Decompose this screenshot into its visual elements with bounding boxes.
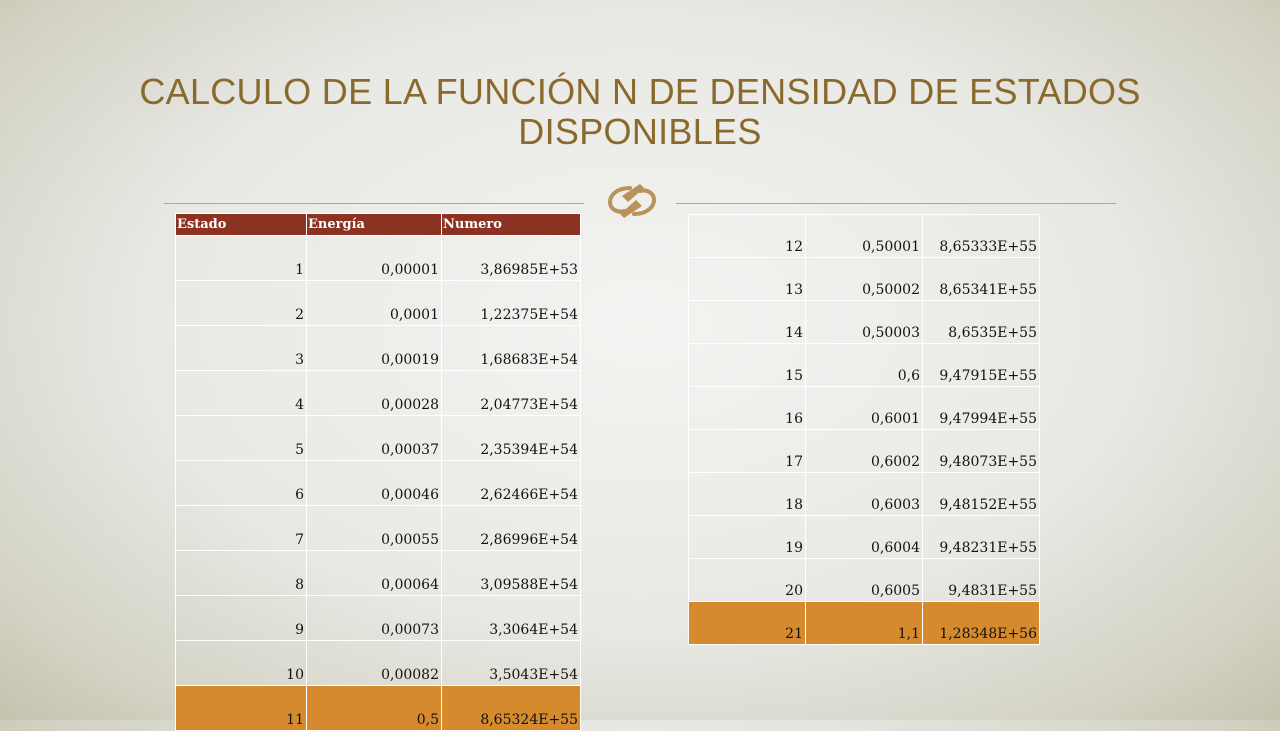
table-row [689, 473, 1040, 516]
cell-numero: 3,5043E+54 [442, 641, 581, 686]
table-row [176, 326, 581, 371]
table-states-right [688, 214, 1040, 645]
cell-numero: 2,86996E+54 [442, 506, 581, 551]
table-row [176, 236, 581, 281]
cell-estado: 11 [176, 686, 307, 731]
cell-energia: 0,00037 [307, 416, 442, 461]
title-divider-left [164, 203, 584, 204]
cell-estado: 19 [689, 516, 806, 559]
cell-estado: 13 [689, 258, 806, 301]
cell-energia: 0,6001 [806, 387, 923, 430]
table-row [689, 344, 1040, 387]
cell-energia: 0,50001 [806, 215, 923, 258]
cell-energia: 0,50002 [806, 258, 923, 301]
cell-energia: 0,6004 [806, 516, 923, 559]
table-header-row [176, 214, 581, 236]
cell-numero: 9,4831E+55 [923, 559, 1040, 602]
cell-numero: 8,6535E+55 [923, 301, 1040, 344]
cell-energia: 0,00046 [307, 461, 442, 506]
cell-estado: 9 [176, 596, 307, 641]
cell-estado: 16 [689, 387, 806, 430]
table-row [689, 516, 1040, 559]
table-row [176, 641, 581, 686]
header-numero: Numero [442, 214, 581, 236]
cell-estado: 21 [689, 602, 806, 645]
cell-estado: 20 [689, 559, 806, 602]
cell-energia: 0,00082 [307, 641, 442, 686]
table-row [176, 596, 581, 641]
title-divider-right [676, 203, 1116, 204]
table-row [176, 281, 581, 326]
cell-energia: 0,00028 [307, 371, 442, 416]
cell-numero: 1,68683E+54 [442, 326, 581, 371]
cell-energia: 0,0001 [307, 281, 442, 326]
cell-energia: 0,00001 [307, 236, 442, 281]
table-row [176, 461, 581, 506]
cell-estado: 4 [176, 371, 307, 416]
cell-energia: 0,6003 [806, 473, 923, 516]
table-row [689, 430, 1040, 473]
table-row [176, 686, 581, 731]
cell-numero: 1,22375E+54 [442, 281, 581, 326]
cell-energia: 1,1 [806, 602, 923, 645]
slide-title: CALCULO DE LA FUNCIÓN N DE DENSIDAD DE ESTADOS DISPONIBLES [139, 71, 1141, 152]
cell-estado: 8 [176, 551, 307, 596]
cell-estado: 14 [689, 301, 806, 344]
cell-energia: 0,6005 [806, 559, 923, 602]
cell-numero: 3,09588E+54 [442, 551, 581, 596]
table-states-left [175, 213, 581, 731]
table-row [689, 559, 1040, 602]
table-row [176, 416, 581, 461]
cell-energia: 0,00019 [307, 326, 442, 371]
cell-estado: 6 [176, 461, 307, 506]
cell-energia: 0,00064 [307, 551, 442, 596]
cell-numero: 2,62466E+54 [442, 461, 581, 506]
table-row [176, 506, 581, 551]
cell-numero: 2,35394E+54 [442, 416, 581, 461]
cell-estado: 1 [176, 236, 307, 281]
cell-energia: 0,00073 [307, 596, 442, 641]
cell-energia: 0,5 [307, 686, 442, 731]
table-row [689, 258, 1040, 301]
table-row [689, 602, 1040, 645]
cell-estado: 18 [689, 473, 806, 516]
cell-estado: 5 [176, 416, 307, 461]
cell-energia: 0,50003 [806, 301, 923, 344]
cell-numero: 3,86985E+53 [442, 236, 581, 281]
cell-energia: 0,6002 [806, 430, 923, 473]
table-row [176, 551, 581, 596]
cell-energia: 0,00055 [307, 506, 442, 551]
cell-numero: 9,47915E+55 [923, 344, 1040, 387]
cell-numero: 8,65333E+55 [923, 215, 1040, 258]
cell-numero: 3,3064E+54 [442, 596, 581, 641]
cell-estado: 10 [176, 641, 307, 686]
cell-numero: 2,04773E+54 [442, 371, 581, 416]
table-row [176, 371, 581, 416]
header-estado: Estado [176, 214, 307, 236]
cell-estado: 3 [176, 326, 307, 371]
cell-energia: 0,6 [806, 344, 923, 387]
cell-numero: 8,65341E+55 [923, 258, 1040, 301]
table-row [689, 387, 1040, 430]
cell-estado: 7 [176, 506, 307, 551]
fleuron-ornament-icon [600, 178, 664, 224]
cell-numero: 1,28348E+56 [923, 602, 1040, 645]
cell-numero: 9,47994E+55 [923, 387, 1040, 430]
table-row [689, 301, 1040, 344]
header-energia: Energía [307, 214, 442, 236]
cell-numero: 9,48152E+55 [923, 473, 1040, 516]
cell-numero: 8,65324E+55 [442, 686, 581, 731]
cell-estado: 15 [689, 344, 806, 387]
cell-estado: 17 [689, 430, 806, 473]
cell-numero: 9,48073E+55 [923, 430, 1040, 473]
cell-estado: 2 [176, 281, 307, 326]
cell-estado: 12 [689, 215, 806, 258]
cell-numero: 9,48231E+55 [923, 516, 1040, 559]
table-row [689, 215, 1040, 258]
